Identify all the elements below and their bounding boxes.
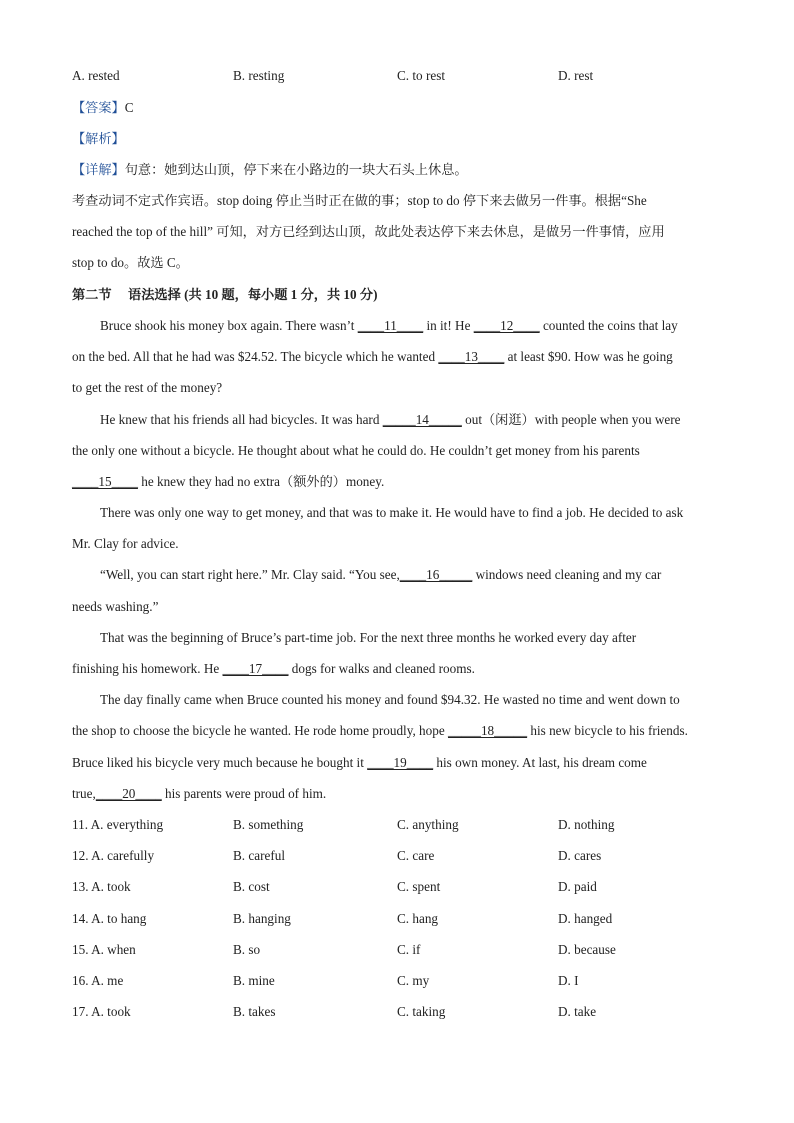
option-d[interactable]: D. I [558,973,579,988]
blank-11[interactable]: ____11____ [357,318,424,333]
section-title: 第二节 语法选择 (共 10 题，每小题 1 分，共 10 分) [72,287,378,302]
question-15 [72,941,732,959]
option-b[interactable]: B. takes [233,1004,276,1019]
passage-line: the only one without a bicycle. He thought about what he could do. He couldn’t get money from his parents [72,443,640,458]
text: windows need cleaning and my car [472,567,662,582]
passage-line: The day finally came when Bruce counted his money and found $94.32. He wasted no time and went down to [100,692,680,707]
option-c[interactable]: C. care [397,848,435,863]
answer-line [72,99,134,117]
text: he knew they had no extra（额外的）money. [137,474,385,489]
passage-line [72,722,688,740]
text: his new bicycle to his friends. [527,723,688,738]
detail-line-1 [72,161,468,179]
text: “Well, you can start right here.” Mr. Clay said. “You see, [100,567,400,582]
option-c[interactable]: C. spent [397,879,441,894]
option-c[interactable]: C. hang [397,911,439,926]
detail-line-4: stop to do。故选 C。 [72,255,189,270]
option-a: A. rested [72,68,120,83]
text: true, [72,786,96,801]
option-b[interactable]: B. mine [233,973,275,988]
option-c[interactable]: C. if [397,942,421,957]
option-b[interactable]: B. careful [233,848,285,863]
passage-line [72,348,673,366]
blank-18[interactable]: _____18_____ [447,723,528,738]
option-a[interactable]: 11. A. everything [72,817,164,832]
passage-line: Mr. Clay for advice. [72,536,179,551]
question-14 [72,910,732,928]
option-a[interactable]: 16. A. me [72,973,124,988]
option-a[interactable]: 14. A. to hang [72,911,147,926]
text: Bruce liked his bicycle very much because he bought it [72,755,368,770]
option-d[interactable]: D. take [558,1004,597,1019]
answer-label: 【答案】 [72,100,125,115]
blank-12[interactable]: ____12____ [473,318,540,333]
text: his own money. At last, his dream come [433,755,647,770]
option-c[interactable]: C. my [397,973,430,988]
option-b: B. resting [233,68,285,83]
blank-19[interactable]: ____19____ [367,755,434,770]
text: dogs for walks and cleaned rooms. [288,661,475,676]
option-b[interactable]: B. so [233,942,261,957]
detail-line-3: reached the top of the hill” 可知，对方已经到达山顶，故此处表达停下来去休息，是做另一件事情，应用 [72,224,665,239]
option-d[interactable]: D. hanged [558,911,613,926]
blank-15[interactable]: ____15____ [72,474,138,489]
question-13 [72,878,732,896]
question-16 [72,972,732,990]
passage-line: That was the beginning of Bruce’s part-time job. For the next three months he worked every day after [100,630,637,645]
option-b[interactable]: B. cost [233,879,270,894]
text: at least $90. How was he going [504,349,673,364]
text: the shop to choose the bicycle he wanted. He rode home proudly, hope [72,723,448,738]
option-c: C. to rest [397,68,445,83]
analysis-line [72,130,125,148]
text: his parents were proud of him. [161,786,327,801]
question-12 [72,847,732,865]
blank-14[interactable]: _____14_____ [382,412,462,427]
passage-line [72,473,384,491]
passage-line: needs washing.” [72,599,159,614]
detail-line-2: 考查动词不定式作宾语。stop doing 停止当时正在做的事；stop to do 停下来去做另一件事。根据“She [72,193,647,208]
option-d[interactable]: D. cares [558,848,602,863]
passage-line [72,785,326,803]
text: on the bed. All that he had was $24.52. The bicycle which he wanted [72,349,439,364]
blank-20[interactable]: ____20____ [95,786,162,801]
detail-label: 【详解】 [72,162,125,177]
text: He knew that his friends all had bicycles. It was hard [100,412,383,427]
blank-13[interactable]: ____13____ [438,349,505,364]
option-a[interactable]: 15. A. when [72,942,136,957]
text: in it! He [423,318,474,333]
text: out（闲逛）with people when you were [461,412,681,427]
option-d: D. rest [558,68,594,83]
option-a[interactable]: 12. A. carefully [72,848,155,863]
passage-line [100,411,681,429]
option-a[interactable]: 17. A. took [72,1004,131,1019]
detail-text: 句意：她到达山顶，停下来在小路边的一块大石头上休息。 [124,162,468,177]
text: Bruce shook his money box again. There wasn’t [100,318,358,333]
option-c[interactable]: C. taking [397,1004,446,1019]
passage-line [100,566,661,584]
question-11 [72,816,732,834]
passage-line [100,317,678,335]
option-a[interactable]: 13. A. took [72,879,131,894]
passage-line: There was only one way to get money, and that was to make it. He would have to find a job. He decided to ask [100,505,684,520]
prev-question-options [72,67,732,85]
analysis-label: 【解析】 [72,131,125,146]
option-b[interactable]: B. something [233,817,304,832]
option-d[interactable]: D. because [558,942,616,957]
answer-value: C [124,100,134,115]
passage-line [72,660,475,678]
text: counted the coins that lay [539,318,678,333]
blank-16[interactable]: ____16_____ [399,567,473,582]
passage-line: to get the rest of the money? [72,380,223,395]
option-d[interactable]: D. paid [558,879,597,894]
option-b[interactable]: B. hanging [233,911,291,926]
text: finishing his homework. He [72,661,223,676]
question-17 [72,1003,732,1021]
option-d[interactable]: D. nothing [558,817,615,832]
option-c[interactable]: C. anything [397,817,459,832]
passage-line [72,754,647,772]
blank-17[interactable]: ____17____ [222,661,289,676]
